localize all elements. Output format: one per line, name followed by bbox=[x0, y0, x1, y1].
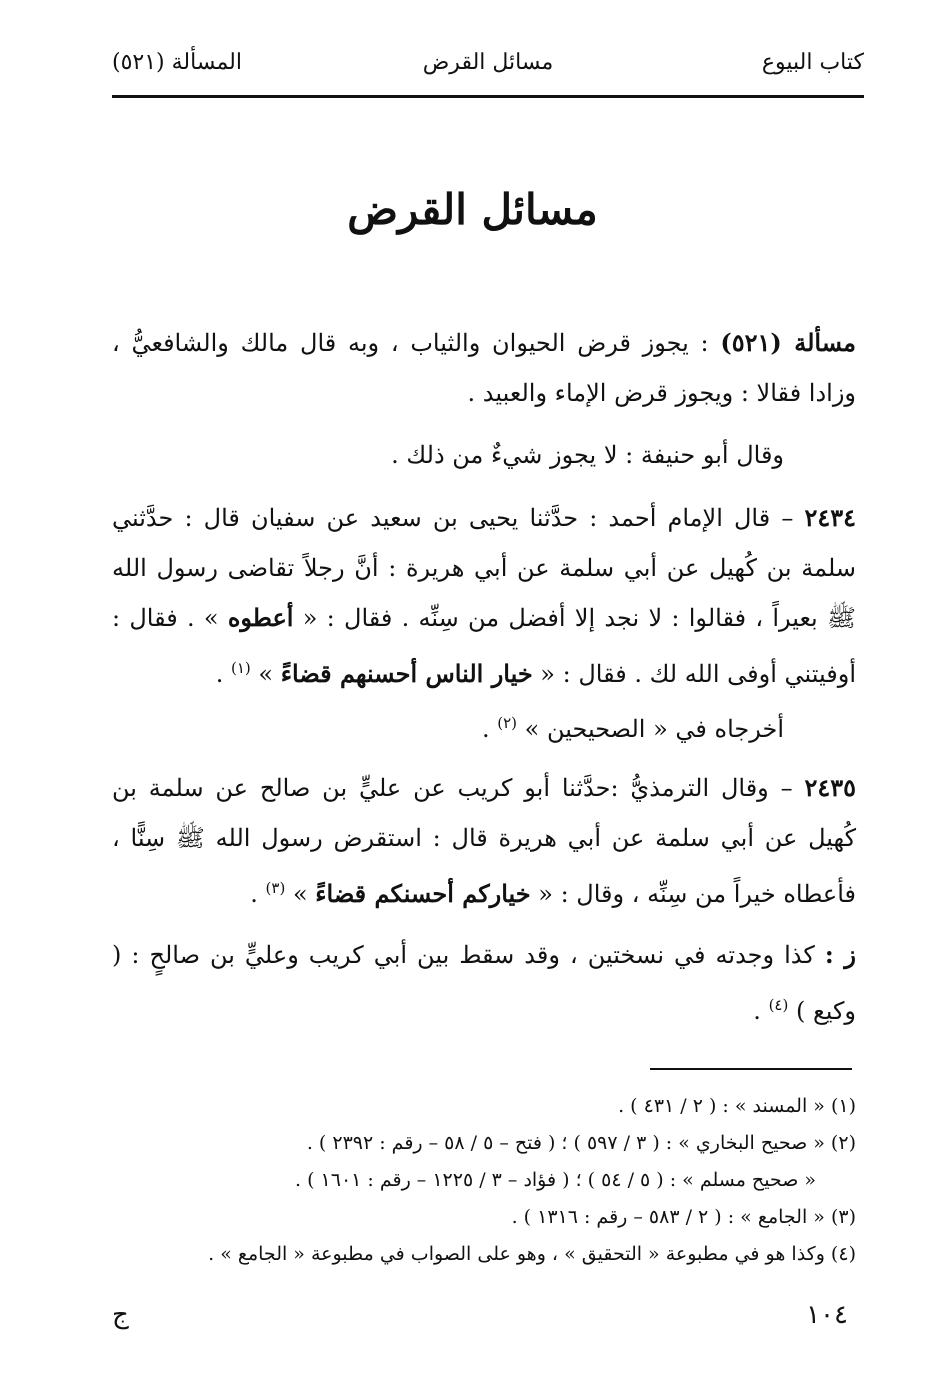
footnote-ref: (٤) bbox=[768, 996, 789, 1014]
hadith-text: . bbox=[215, 660, 231, 688]
footnote-4: (٤) وكذا هو في مطبوعة « التحقيق » ، وهو على الصواب في مطبوعة « الجامع » . bbox=[208, 1243, 856, 1265]
hadith-text: – قال الإمام أحمد : حدَّثنا يحيى بن سعيد عن سفيان قال : حدَّثني سلمة بن كُهيل عن أبي سلمة عن أبي هريرة : أنَّ رجلاً تقاضى رسول الله ﷺ بعيراً ، فقالوا : لا نجد إلا أفضل من سِنِّه . فقال : « bbox=[112, 504, 856, 632]
hadith-number: ٢٤٣٥ bbox=[804, 773, 856, 802]
page-number: ١٠٤ bbox=[806, 1300, 848, 1330]
volume-mark: ج bbox=[112, 1300, 129, 1330]
footnote-2: (٢) « صحيح البخاري » : ( ٣ / ٥٩٧ ) ؛ ( فتح – ٥ / ٥٨ – رقم : ٢٣٩٢ ) . bbox=[306, 1132, 856, 1154]
issue-text: : يجوز قرض الحيوان والثياب ، وبه قال مالك والشافعيُّ ، وزادا فقالا : ويجوز قرض الإماء والعبيد . bbox=[112, 329, 856, 407]
footnote-ref: (٣) bbox=[265, 879, 286, 897]
hadith-quote: خياركم أحسنكم قضاءً bbox=[315, 879, 531, 908]
page-title: مسائل القرض bbox=[347, 185, 598, 234]
note-text: . bbox=[753, 997, 769, 1025]
hadith-text: » bbox=[285, 880, 316, 908]
hadith-quote: أعطوه bbox=[227, 603, 294, 632]
paragraph-note bbox=[112, 930, 856, 1036]
hadith-quote: خيار الناس أحسنهم قضاءً bbox=[280, 659, 533, 688]
header-issue-number: المسألة (٥٢١) bbox=[112, 50, 242, 75]
takhrij-text: . bbox=[481, 715, 498, 743]
note-label: ز : bbox=[824, 940, 856, 969]
footnotes bbox=[112, 1088, 856, 1273]
header-chapter-title: مسائل القرض bbox=[422, 50, 554, 75]
hadith-2435 bbox=[112, 763, 856, 919]
paragraph-abu-hanifa bbox=[112, 430, 856, 480]
footnote-divider bbox=[650, 1068, 852, 1070]
footnote-2-continued: « صحيح مسلم » : ( ٥ / ٥٤ ) ؛ ( فؤاد – ٣ / ١٢٢٥ – رقم : ١٦٠١ ) . bbox=[295, 1169, 816, 1191]
footnote-ref: (١) bbox=[230, 659, 251, 677]
hadith-number: ٢٤٣٤ bbox=[804, 503, 856, 532]
note-text: كذا وجدته في نسختين ، وقد سقط بين أبي كريب وعليٍّ بن صالحٍ : ( وكيع ) bbox=[112, 941, 856, 1025]
paragraph-takhrij bbox=[112, 698, 856, 754]
abu-hanifa-text: وقال أبو حنيفة : لا يجوز شيءٌ من ذلك . bbox=[391, 441, 784, 469]
paragraph-issue bbox=[112, 318, 856, 418]
header-book-title: كتاب البيوع bbox=[761, 50, 864, 75]
hadith-text: – وقال الترمذيُّ :حدَّثنا أبو كريب عن عليٍّ بن صالح عن سلمة بن كُهيل عن أبي سلمة عن أبي هريرة قال : استقرض رسول الله ﷺ سِنًّا ، فأعطاه خيراً من سِنِّه ، وقال : « bbox=[112, 774, 856, 908]
hadith-text: . bbox=[250, 880, 266, 908]
takhrij-text: أخرجاه في « الصحيحين » bbox=[517, 715, 784, 743]
issue-label: مسألة (٥٢١) bbox=[720, 328, 857, 357]
hadith-text: » . فقال : أوفيتني أوفى الله لك . فقال : « bbox=[112, 604, 856, 688]
footnote-1: (١) « المسند » : ( ٢ / ٤٣١ ) . bbox=[618, 1095, 856, 1117]
running-header bbox=[112, 50, 864, 90]
hadith-text: » bbox=[250, 660, 281, 688]
hadith-2434 bbox=[112, 493, 856, 699]
header-divider bbox=[112, 95, 864, 98]
footnote-ref: (٢) bbox=[497, 714, 517, 732]
footnote-3: (٣) « الجامع » : ( ٢ / ٥٨٣ – رقم : ١٣١٦ ) . bbox=[511, 1206, 856, 1228]
